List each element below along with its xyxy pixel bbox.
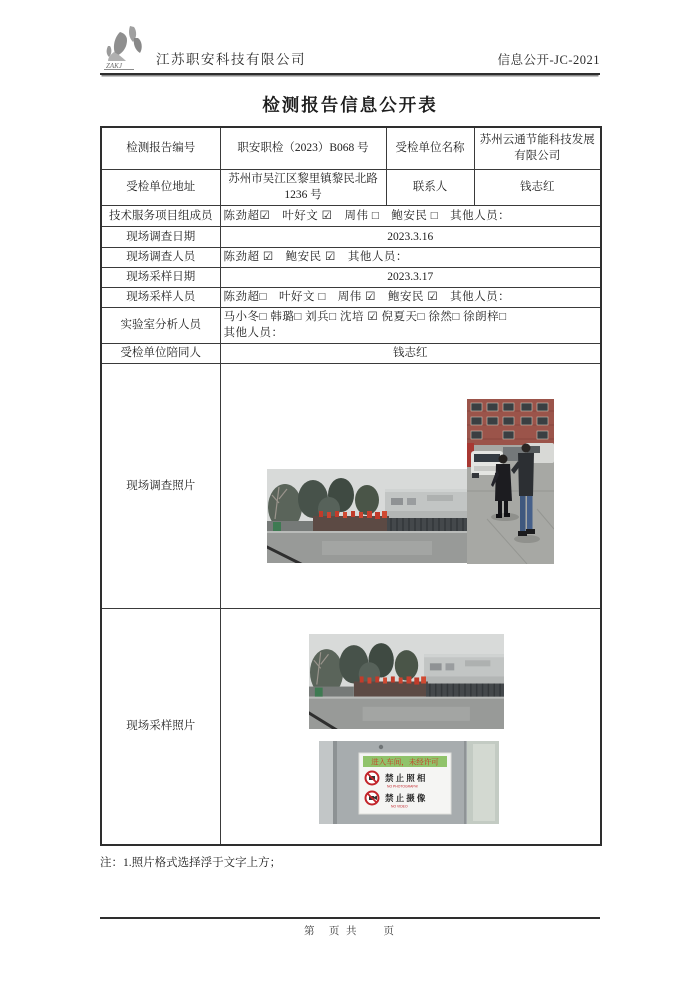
page-footer: 第 页 共 页 (100, 917, 600, 938)
survey-photo-cell (220, 363, 601, 608)
address-value: 苏州市吴江区黎里镇黎民北路 1236 号 (220, 169, 386, 205)
table-row (101, 307, 601, 343)
document-number: 信息公开-JC-2021 (497, 53, 600, 67)
sign-no-video-en: NO VIDEO (390, 804, 408, 809)
page-title: 检测报告信息公开表 (262, 95, 438, 115)
sampling-photo-cell (220, 608, 601, 845)
table-row (101, 247, 601, 267)
sampling-staff-value: 陈劲超□ 叶好文 □ 周伟 ☑ 鲍安民 ☑ 其他人员： (220, 287, 601, 307)
company-logo-icon (100, 24, 152, 70)
logo-text: ZAKJ (106, 62, 122, 70)
lab-staff-line2: 其他人员： (223, 327, 284, 340)
survey-staff-label: 现场调查人员 (101, 247, 220, 267)
table-row (101, 267, 601, 287)
sampling-photo-label: 现场采样照片 (101, 608, 220, 845)
table-row (101, 363, 601, 608)
sampling-photo-factory-gate (309, 634, 504, 729)
contact-value: 钱志红 (474, 169, 601, 205)
address-label: 受检单位地址 (101, 169, 220, 205)
report-no-value: 职安职检（2023）B068 号 (220, 127, 386, 169)
team-label: 技术服务项目组成员 (101, 205, 220, 226)
report-no-label: 检测报告编号 (101, 127, 220, 169)
table-row (101, 226, 601, 247)
unit-name-value: 苏州云通节能科技发展有限公司 (474, 127, 601, 169)
survey-photo-label: 现场调查照片 (101, 363, 220, 608)
table-row (101, 169, 601, 205)
page-header (100, 24, 600, 75)
no-video-icon (365, 791, 378, 804)
survey-photo-factory-gate (267, 469, 467, 563)
sampling-photo-door-sign (319, 741, 499, 824)
report-info-table (100, 126, 602, 846)
table-row (101, 343, 601, 363)
company-brand (100, 24, 306, 70)
survey-date-value: 2023.3.16 (220, 226, 601, 247)
table-row (101, 287, 601, 307)
lab-staff-label: 实验室分析人员 (101, 307, 220, 343)
contact-label: 联系人 (386, 169, 474, 205)
table-row (101, 205, 601, 226)
sign-no-photo-cn: 禁 止 照 相 (384, 772, 425, 783)
table-row (101, 608, 601, 845)
sampling-date-label: 现场采样日期 (101, 267, 220, 287)
survey-date-label: 现场调查日期 (101, 226, 220, 247)
escort-value: 钱志红 (220, 343, 601, 363)
lab-staff-line1: 马小冬□ 韩璐□ 刘兵□ 沈培 ☑ 倪夏天□ 徐然□ 徐朗梓□ (223, 310, 507, 323)
sign-no-video-cn: 禁 止 摄 像 (384, 792, 425, 803)
sampling-staff-label: 现场采样人员 (101, 287, 220, 307)
escort-label: 受检单位陪同人 (101, 343, 220, 363)
team-members: 陈劲超☑ 叶好文 ☑ 周伟 □ 鲍安民 □ 其他人员： (220, 205, 601, 226)
survey-staff-value: 陈劲超 ☑ 鲍安民 ☑ 其他人员： (220, 247, 601, 267)
lab-staff-value (220, 307, 601, 343)
survey-photo-people (467, 399, 554, 564)
no-photograph-icon (365, 771, 378, 784)
company-name: 江苏职安科技有限公司 (156, 52, 306, 67)
sampling-date-value: 2023.3.17 (220, 267, 601, 287)
unit-name-label: 受检单位名称 (386, 127, 474, 169)
sign-header-text: 进入车间，未经许可 (370, 757, 439, 767)
footnote: 注：1.照片格式选择浮于文字上方； (100, 857, 282, 870)
table-row (101, 127, 601, 169)
sign-no-photo-en: NO PHOTOGRAPH! (386, 784, 418, 789)
